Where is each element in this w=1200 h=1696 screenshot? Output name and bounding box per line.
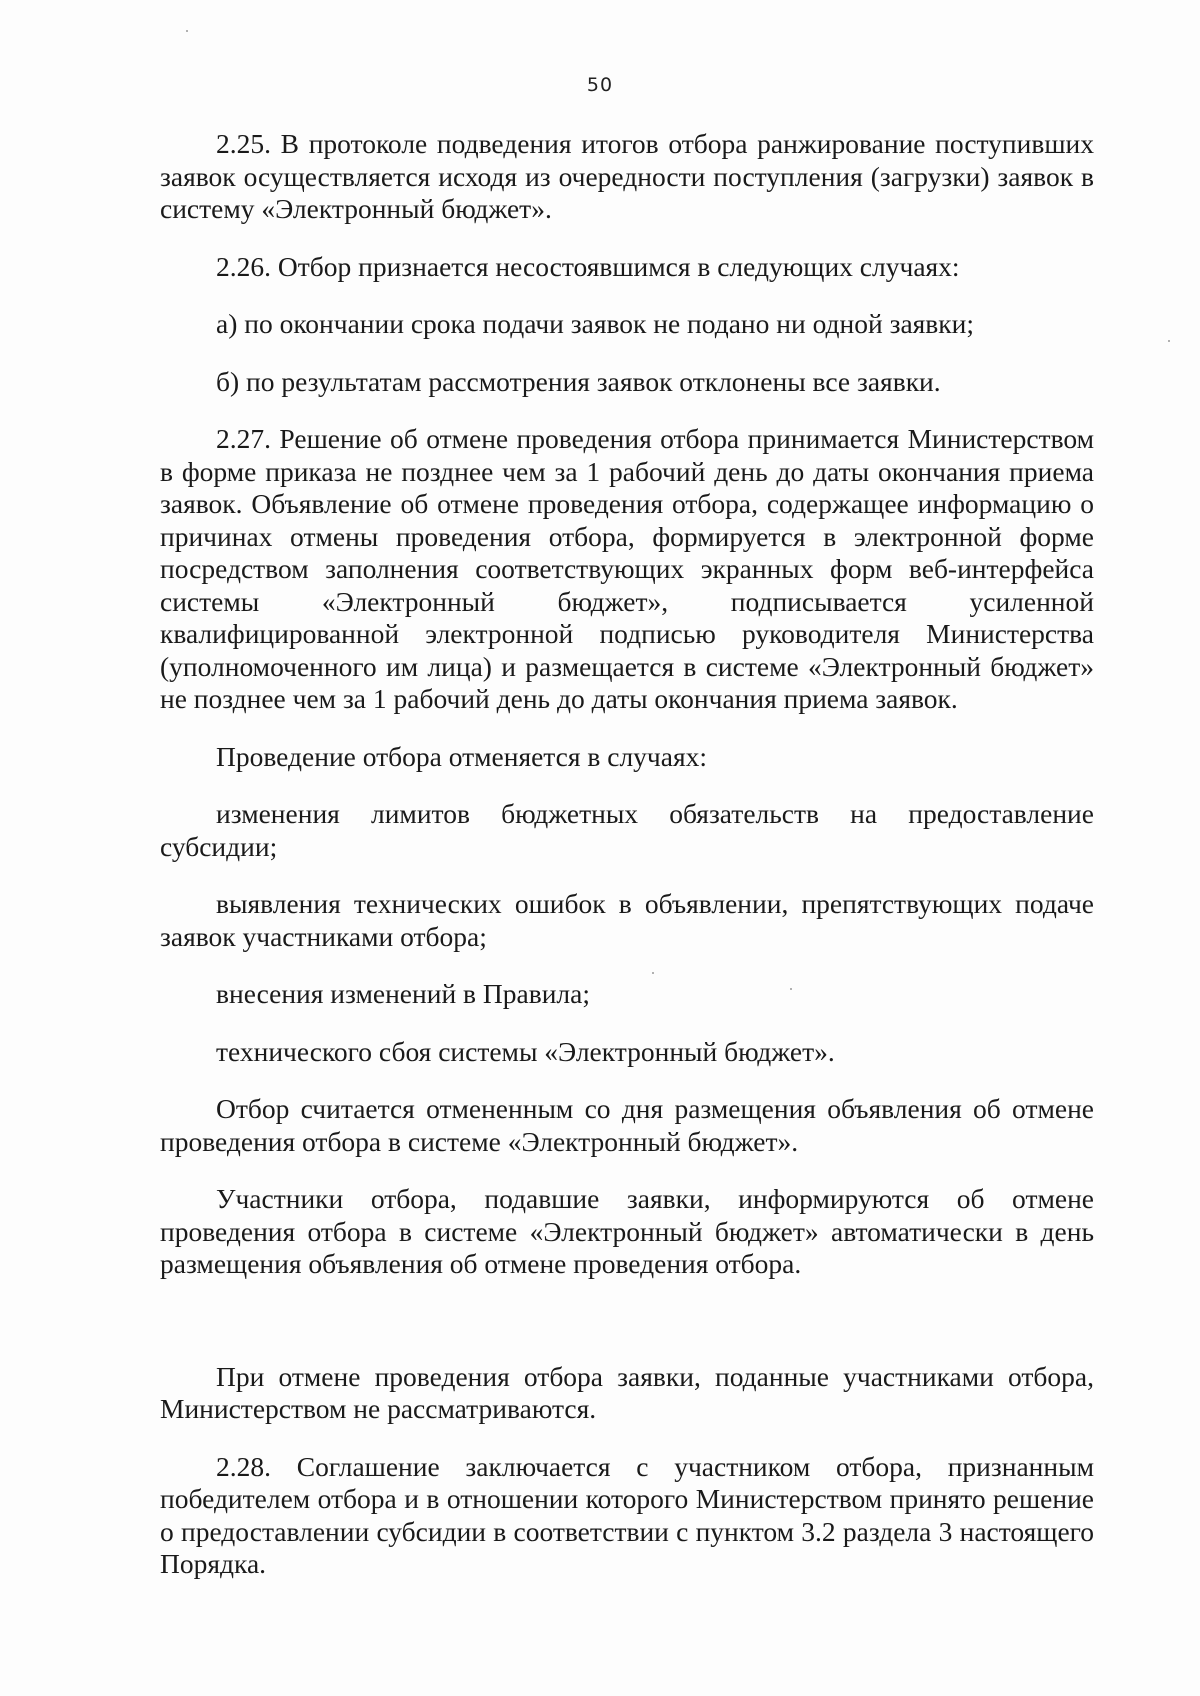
paragraph-cancelled-from: Отбор считается отмененным со дня размещения объявления об отмене проведения отбора в системе «Электронный бюджет». bbox=[160, 1093, 1094, 1157]
paragraph-cancel-cases: Проведение отбора отменяется в случаях: bbox=[216, 740, 707, 772]
page-number: 50 bbox=[586, 74, 614, 96]
list-item-limits: изменения лимитов бюджетных обязательств на предоставление субсидии; bbox=[160, 798, 1094, 862]
paragraph-2-28: 2.28. Соглашение заключается с участником отбора, признанным победителем отбора и в отношении которого Министерством принято решение о предоставлении субсидии в соответствии с пунктом 3.2 раздела 3 настоящего Порядка. bbox=[160, 1450, 1094, 1579]
list-item-rule-changes: внесения изменений в Правила; bbox=[216, 978, 590, 1009]
list-item-b: б) по результатам рассмотрения заявок отклонены все заявки. bbox=[216, 365, 941, 397]
list-item-system-failure: технического сбоя системы «Электронный бюджет». bbox=[216, 1035, 835, 1067]
document-body bbox=[160, 128, 1094, 1606]
paragraph-participants-informed: Участники отбора, подавшие заявки, информируются об отмене проведения отбора в системе «Электронный бюджет» автоматически в день размещения объявления об отмене проведения отбора. bbox=[160, 1183, 1094, 1279]
list-item-a: а) по окончании срока подачи заявок не подано ни одной заявки; bbox=[216, 308, 974, 339]
list-item-technical-errors: выявления технических ошибок в объявлении, препятствующих подаче заявок участниками отбора; bbox=[160, 888, 1094, 952]
scan-speck bbox=[186, 30, 188, 32]
scan-speck bbox=[1168, 340, 1170, 342]
scan-speck bbox=[790, 988, 792, 990]
paragraph-2-27: 2.27. Решение об отмене проведения отбора принимается Министерством в форме приказа не позднее чем за 1 рабочий день до даты окончания приема заявок. Объявление об отмене проведения отбора, содержащее информацию о причинах отмены проведения отбора, формируется в электронной форме посредством заполнения соответствующих экранных форм веб-интерфейса системы «Электронный бюджет», подписывается усиленной квалифицированной электронной подписью руководителя Министерства (уполномоченного им лица) и размещается в системе «Электронный бюджет» не позднее чем за 1 рабочий день до даты окончания приема заявок. bbox=[160, 423, 1094, 714]
scan-speck bbox=[652, 972, 654, 974]
paragraph-applications-not-considered: При отмене проведения отбора заявки, поданные участниками отбора, Министерством не рассматриваются. bbox=[160, 1360, 1094, 1424]
paragraph-2-26: 2.26. Отбор признается несостоявшимся в следующих случаях: bbox=[216, 250, 960, 282]
paragraph-2-25: 2.25. В протоколе подведения итогов отбора ранжирование поступивших заявок осуществляется исходя из очередности поступления (загрузки) заявок в систему «Электронный бюджет». bbox=[160, 128, 1094, 224]
